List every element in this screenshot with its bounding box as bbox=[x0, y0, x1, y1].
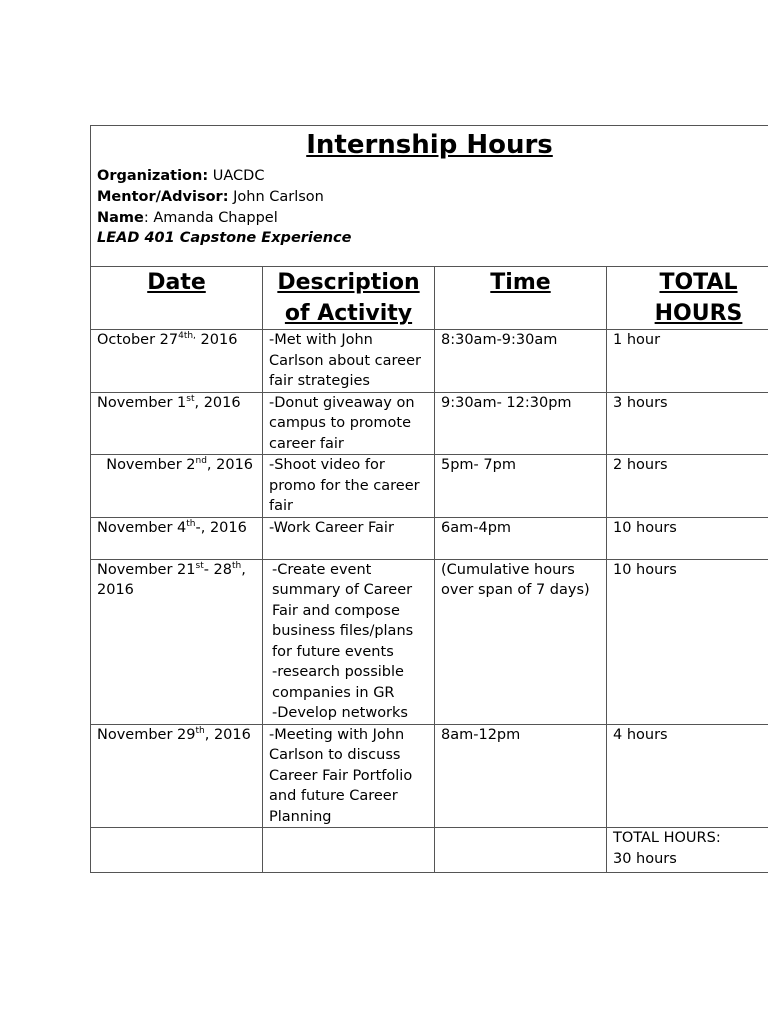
description-cell: -Donut giveaway on campus to promote career fair bbox=[263, 392, 435, 455]
column-header-total-hours: TOTAL HOURS bbox=[607, 267, 768, 330]
course-line: LEAD 401 Capstone Experience bbox=[97, 230, 352, 247]
time-cell: 6am-4pm bbox=[435, 517, 607, 559]
description-cell: -Shoot video for promo for the career fair bbox=[263, 455, 435, 518]
date-cell: November 4th-, 2016 bbox=[91, 517, 263, 559]
date-cell: November 21st- 28th, 2016 bbox=[91, 559, 263, 724]
empty-cell bbox=[435, 828, 607, 873]
time-cell: (Cumulative hours over span of 7 days) bbox=[435, 559, 607, 724]
description-cell: -Meeting with John Carlson to discuss Career Fair Portfolio and future Career Planning bbox=[263, 724, 435, 828]
table-row bbox=[91, 455, 768, 518]
table-row bbox=[91, 517, 768, 559]
time-cell: 8am-12pm bbox=[435, 724, 607, 828]
description-cell bbox=[263, 559, 435, 724]
total-hours-cell bbox=[607, 828, 768, 873]
description-cell: -Met with John Carlson about career fair strategies bbox=[263, 330, 435, 393]
organization-label: Organization: bbox=[97, 168, 209, 184]
table-row bbox=[91, 330, 768, 393]
date-cell: October $27^{4th,}$ 2016 bbox=[91, 330, 263, 393]
empty-cell bbox=[263, 828, 435, 873]
name-line bbox=[97, 208, 768, 229]
total-hours-value: 30 hours bbox=[613, 850, 677, 867]
hours-cell: 3 hours bbox=[607, 392, 768, 455]
organization-value: UACDC bbox=[208, 168, 265, 184]
column-header-row bbox=[91, 267, 768, 330]
column-header-description: Description of Activity bbox=[263, 267, 435, 330]
description-line: -Create event summary of Career Fair and compose business files/plans for future events bbox=[272, 561, 414, 660]
mentor-value: John Carlson bbox=[228, 188, 324, 205]
hours-cell: 4 hours bbox=[607, 724, 768, 828]
time-cell: 5pm- 7pm bbox=[435, 455, 607, 518]
date-cell: November 1st, 2016 bbox=[91, 392, 263, 455]
description-line: -Develop networks bbox=[272, 705, 408, 721]
document-title: Internship Hours bbox=[306, 130, 553, 160]
total-hours-label: TOTAL HOURS: bbox=[613, 830, 721, 846]
header-row bbox=[91, 126, 768, 267]
totals-row bbox=[91, 828, 768, 873]
name-value: : Amanda Chappel bbox=[143, 209, 278, 226]
column-header-date: Date bbox=[91, 267, 263, 330]
date-cell: November 29th, 2016 bbox=[91, 724, 263, 828]
mentor-line bbox=[97, 187, 768, 208]
hours-cell: 2 hours bbox=[607, 455, 768, 518]
document-header bbox=[91, 126, 768, 267]
table-row bbox=[91, 392, 768, 455]
time-cell: 9:30am- 12:30pm bbox=[435, 392, 607, 455]
organization-line bbox=[97, 166, 768, 187]
description-line: -research possible companies in GR bbox=[272, 664, 404, 701]
hours-cell: 1 hour bbox=[607, 330, 768, 393]
date-cell: November 2nd, 2016 bbox=[91, 455, 263, 518]
column-header-time: Time bbox=[435, 267, 607, 330]
table-row bbox=[91, 559, 768, 724]
description-cell: -Work Career Fair bbox=[263, 517, 435, 559]
empty-cell bbox=[91, 828, 263, 873]
hours-cell: 10 hours bbox=[607, 517, 768, 559]
hours-cell: 10 hours bbox=[607, 559, 768, 724]
internship-hours-table bbox=[90, 125, 768, 873]
time-cell: 8:30am-9:30am bbox=[435, 330, 607, 393]
name-label: Name bbox=[97, 209, 144, 226]
mentor-label: Mentor/Advisor: bbox=[97, 188, 229, 205]
table-row bbox=[91, 724, 768, 828]
